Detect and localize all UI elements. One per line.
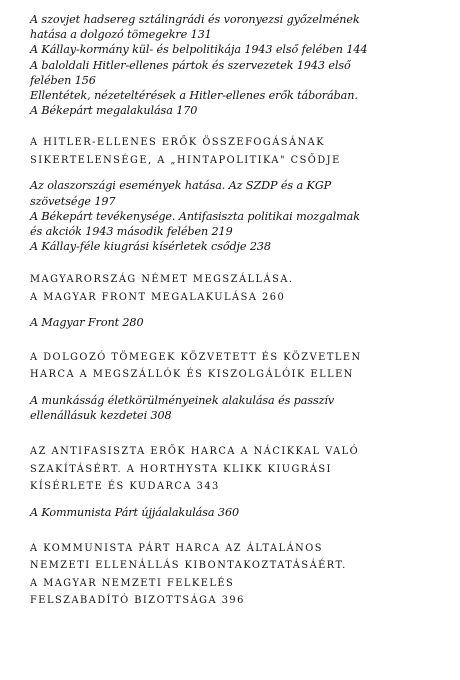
- toc-entries-block: [30, 12, 442, 118]
- chapter-heading-line: NEMZETI ELLENÁLLÁS KIBONTAKOZTATÁSÁÉRT.: [30, 560, 347, 572]
- toc-entry-line: A Békepárt tevékenysége. Antifasiszta politikai mozgalmak: [30, 209, 360, 223]
- chapter-heading-line: A DOLGOZÓ TÖMEGEK KÖZVETETT ÉS KÖZVETLEN: [30, 351, 362, 363]
- toc-entry-line: és akciók 1943 második felében 219: [30, 225, 233, 239]
- chapter-heading-line: AZ ANTIFASISZTA ERŐK HARCA A NÁCIKKAL VALÓ: [30, 446, 360, 458]
- toc-entry-line: Ellentétek, nézeteltérések a Hitler-ellenes erők táborában.: [30, 89, 358, 103]
- chapter-heading: [30, 349, 442, 384]
- toc-entries-block: [30, 393, 442, 423]
- chapter-heading-line: A MAGYAR NEMZETI FELKELÉS: [30, 577, 235, 589]
- toc-entry-line: Az olaszországi események hatása. Az SZDP és a KGP: [30, 179, 332, 193]
- toc-entry-line: A munkásság életkörülményeinek alakulása és passzív: [30, 393, 335, 407]
- toc-entry-line: A Kommunista Párt újjáalakulása 360: [30, 505, 239, 519]
- table-of-contents-page: [30, 12, 442, 610]
- chapter-heading-line: KÍSÉRLETE ÉS KUDARCA 343: [30, 481, 220, 493]
- toc-entry-line: A Kállay-féle kiugrási kísérletek csődje 238: [30, 240, 271, 254]
- chapter-heading-line: SZAKÍTÁSÉRT. A HORTHYSTA KLIKK KIUGRÁSI: [30, 463, 332, 475]
- toc-entry-line: A Békepárt megalakulása 170: [30, 104, 198, 118]
- toc-entry-line: A Kállay-kormány kül- és belpolitikája 1943 első felében 144: [30, 43, 368, 57]
- chapter-heading-line: A KOMMUNISTA PÁRT HARCA AZ ÁLTALÁNOS: [30, 542, 323, 554]
- toc-entry-line: ellenállásuk kezdetei 308: [30, 408, 172, 422]
- toc-entry-line: A Magyar Front 280: [30, 316, 144, 330]
- toc-entries-block: [30, 505, 442, 520]
- chapter-heading-line: SIKERTELENSÉGE, A „HINTAPOLITIKA" CSŐDJE: [30, 154, 341, 166]
- chapter-heading: [30, 134, 442, 169]
- toc-entry-line: A szovjet hadsereg sztálingrádi és voronyezsi győzelmének: [30, 13, 360, 26]
- toc-entries-block: [30, 315, 442, 330]
- toc-entry-line: hatása a dolgozó tömegekre 131: [30, 28, 212, 42]
- chapter-heading-line: HARCA A MEGSZÁLLÓK ÉS KISZOLGÁLÓIK ELLEN: [30, 369, 354, 381]
- toc-entries-block: [30, 178, 442, 254]
- toc-entry-line: felében 156: [30, 73, 96, 87]
- chapter-heading-line: A HITLER-ELLENES ERŐK ÖSSZEFOGÁSÁNAK: [30, 137, 326, 149]
- chapter-heading-line: MAGYARORSZÁG NÉMET MEGSZÁLLÁSA.: [30, 274, 294, 286]
- chapter-heading-line: FELSZABADÍTÓ BIZOTTSÁGA 396: [30, 595, 245, 607]
- chapter-heading-line: A MAGYAR FRONT MEGALAKULÁSA 260: [30, 291, 286, 303]
- toc-entry-line: szövetsége 197: [30, 194, 116, 208]
- toc-entry-line: A baloldali Hitler-ellenes pártok és szervezetek 1943 első: [30, 58, 351, 72]
- chapter-heading: [30, 540, 442, 610]
- chapter-heading: [30, 271, 442, 306]
- chapter-heading: [30, 443, 442, 496]
